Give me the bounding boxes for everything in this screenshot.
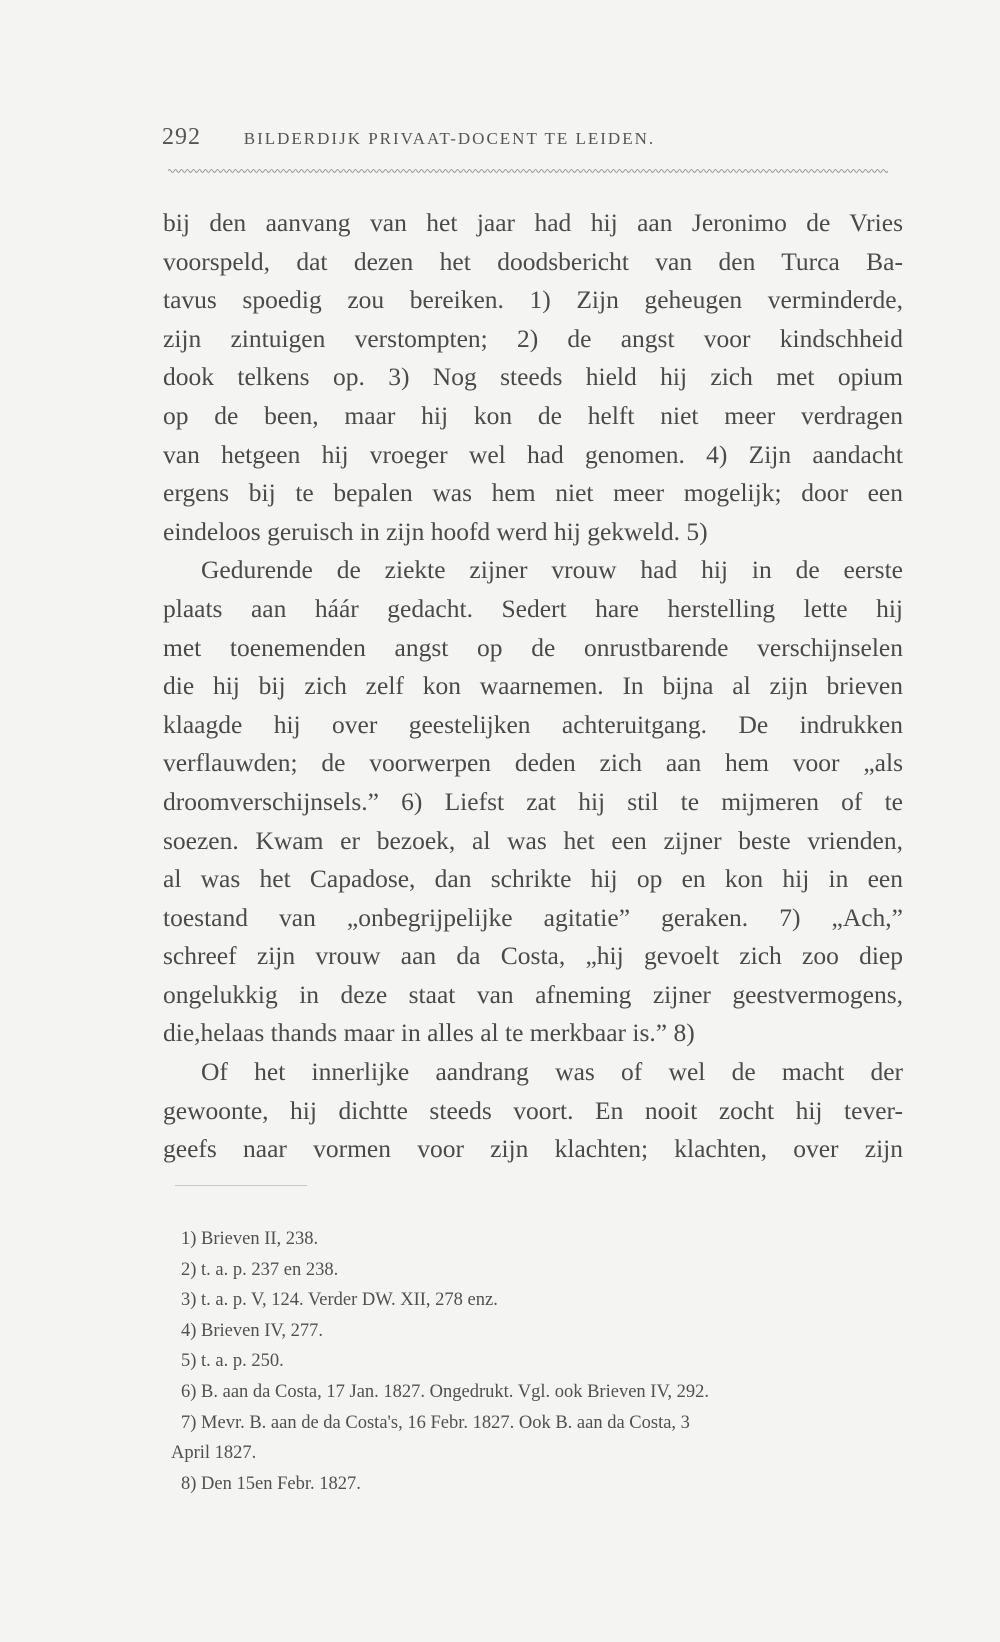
- footnote: 7) Mevr. B. aan de da Costa's, 16 Febr. 1827. Ook B. aan da Costa, 3: [181, 1412, 690, 1433]
- body-line: schreef zijn vrouw aan da Costa, „hij gevoelt zich zoo diep: [163, 941, 903, 971]
- body-line: voorspeld, dat dezen het doodsbericht van den Turca Ba-: [163, 246, 903, 276]
- body-line: tavus spoedig zou bereiken. 1) Zijn geheugen verminderde,: [163, 285, 903, 315]
- body-line: plaats aan háár gedacht. Sedert hare herstelling lette hij: [163, 593, 903, 623]
- body-line: ergens bij te bepalen was hem niet meer mogelijk; door een: [163, 478, 903, 508]
- footnote: 4) Brieven IV, 277.: [181, 1320, 323, 1341]
- body-line: toestand van „onbegrijpelijke agitatie” geraken. 7) „Ach,”: [163, 902, 903, 932]
- body-line: al was het Capadose, dan schrikte hij op en kon hij in een: [163, 864, 903, 894]
- body-line: eindeloos geruisch in zijn hoofd werd hij gekweld. 5): [163, 516, 708, 546]
- footnote: 5) t. a. p. 250.: [181, 1351, 284, 1372]
- header-wavy-rule: [168, 166, 888, 176]
- body-line: droomverschijnsels.” 6) Liefst zat hij stil te mijmeren of te: [163, 786, 903, 816]
- body-line: Gedurende de ziekte zijner vrouw had hij in de eerste: [201, 555, 903, 585]
- body-line: Of het innerlijke aandrang was of wel de macht der: [201, 1057, 903, 1087]
- body-line: ongelukkig in deze staat van afneming zijner geestvermogens,: [163, 979, 903, 1009]
- footnotes: [171, 1224, 921, 1499]
- running-title: BILDERDIJK PRIVAAT-DOCENT TE LEIDEN.: [243, 129, 656, 148]
- body-line: op de been, maar hij kon de helft niet meer verdragen: [163, 400, 903, 430]
- body-line: bij den aanvang van het jaar had hij aan Jeronimo de Vries: [163, 208, 903, 237]
- page-number: 292: [162, 124, 201, 150]
- body-line: gewoonte, hij dichtte steeds voort. En nooit zocht hij tever-: [163, 1095, 903, 1125]
- body-line: die,helaas thands maar in alles al te merkbaar is.” 8): [163, 1018, 695, 1048]
- footnote-divider: [175, 1185, 307, 1186]
- footnote: 3) t. a. p. V, 124. Verder DW. XII, 278 enz.: [181, 1290, 498, 1311]
- body-line: dook telkens op. 3) Nog steeds hield hij zich met opium: [163, 362, 903, 392]
- body-line: soezen. Kwam er bezoek, al was het een zijner beste vrienden,: [163, 825, 903, 855]
- body-line: geefs naar vormen voor zijn klachten; klachten, over zijn: [163, 1134, 903, 1164]
- footnote-continuation: April 1827.: [171, 1443, 257, 1464]
- footnote: 2) t. a. p. 237 en 238.: [181, 1259, 339, 1280]
- body-line: verflauwden; de voorwerpen deden zich aan hem voor „als: [163, 748, 903, 778]
- footnote: 8) Den 15en Febr. 1827.: [181, 1473, 361, 1494]
- body-text: [163, 204, 903, 1169]
- body-line: van hetgeen hij vroeger wel had genomen. 4) Zijn aandacht: [163, 439, 903, 469]
- body-line: die hij bij zich zelf kon waarnemen. In bijna al zijn brieven: [163, 671, 903, 701]
- body-line: zijn zintuigen verstompten; 2) de angst voor kindschheid: [163, 323, 903, 353]
- footnote: 1) Brieven II, 238.: [181, 1229, 319, 1249]
- running-header: [162, 124, 892, 151]
- footnote: 6) B. aan da Costa, 17 Jan. 1827. Ongedrukt. Vgl. ook Brieven IV, 292.: [181, 1381, 710, 1402]
- body-line: klaagde hij over geestelijken achteruitgang. De indrukken: [163, 709, 903, 739]
- body-line: met toenemenden angst op de onrustbarende verschijnselen: [163, 632, 903, 662]
